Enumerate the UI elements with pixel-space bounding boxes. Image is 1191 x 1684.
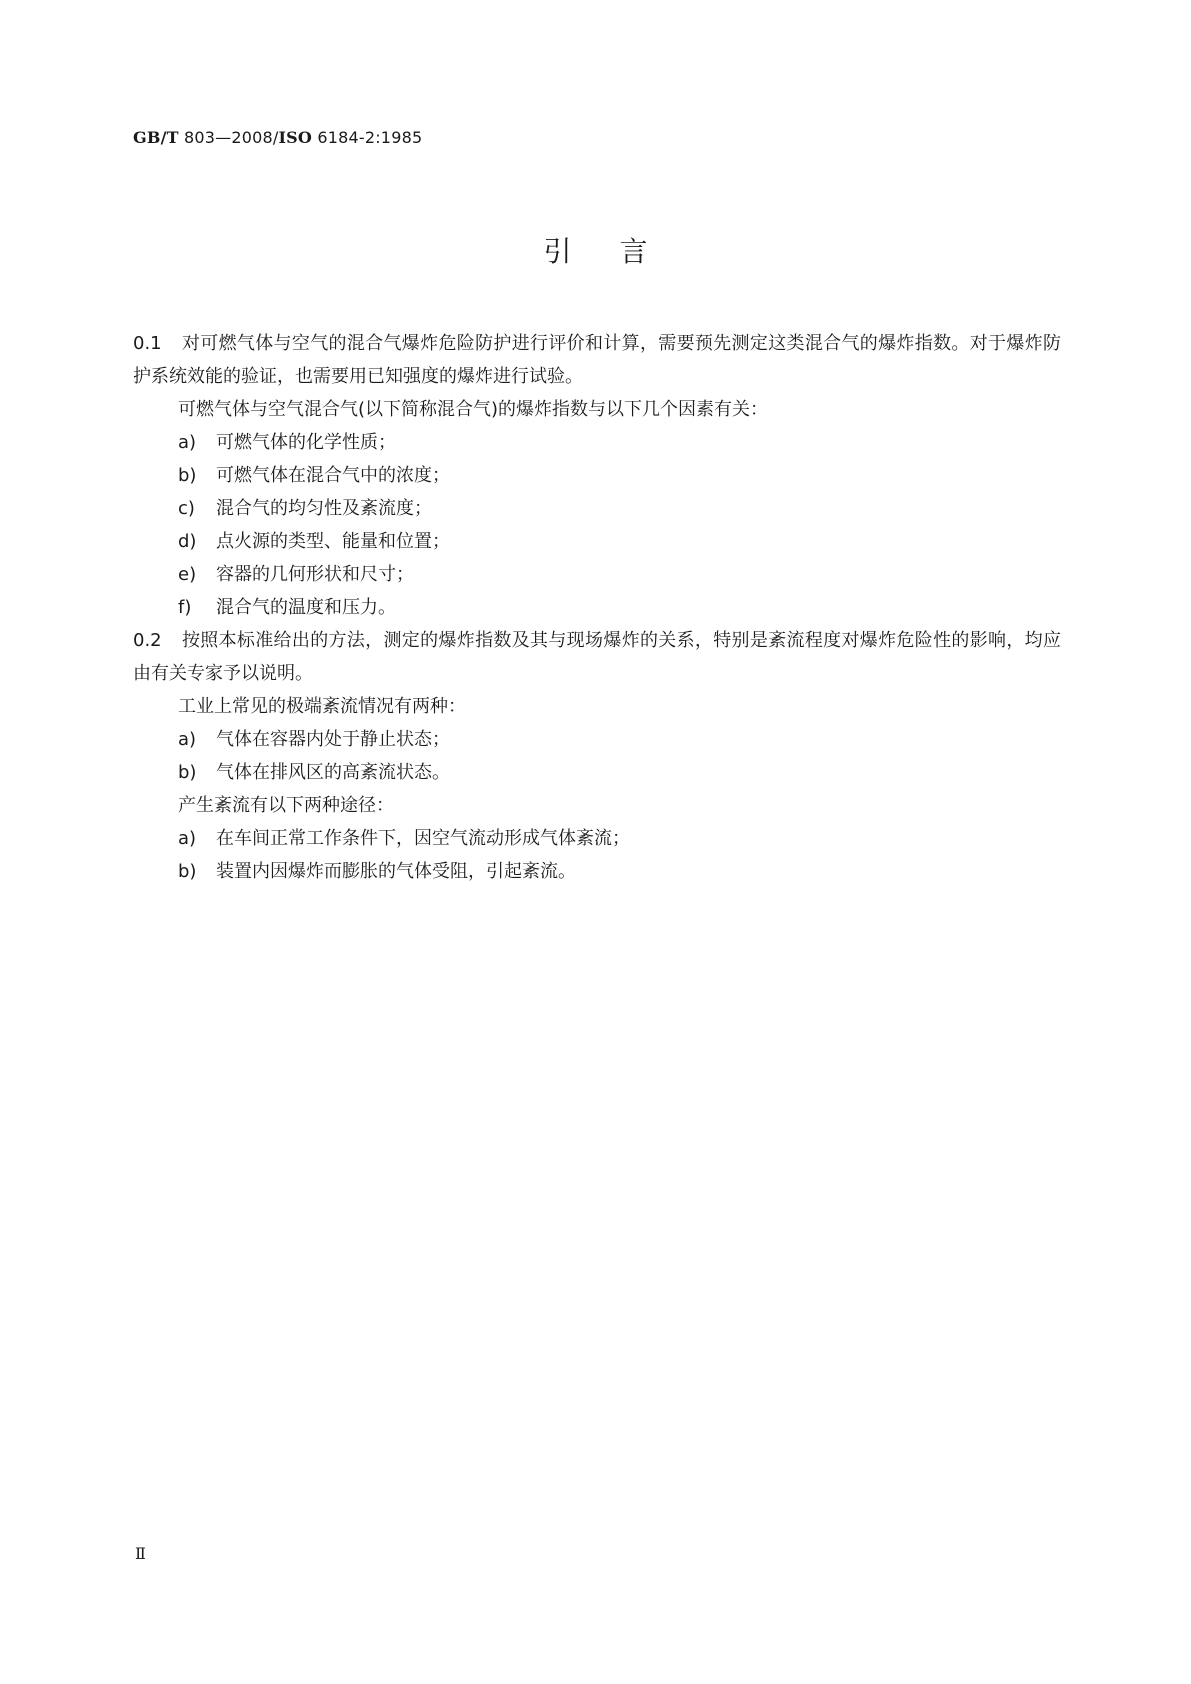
list-marker: b) [178, 762, 197, 783]
list-marker: a) [178, 432, 197, 453]
list-marker: e) [178, 564, 197, 585]
list-item-text: 气体在容器内处于静止状态； [216, 729, 450, 750]
section-number: 0.1 [133, 333, 162, 354]
list-item-text: 可燃气体的化学性质； [216, 432, 396, 453]
list-item-text: 容器的几何形状和尺寸； [216, 564, 414, 585]
list-item-text: 混合气的温度和压力。 [216, 597, 396, 618]
standard-number: 803—2008/ [178, 128, 279, 147]
list-marker: a) [178, 729, 197, 750]
list-item [133, 591, 1061, 624]
list-item [133, 723, 1061, 756]
section-number: 0.2 [133, 630, 162, 651]
document-body [133, 327, 1061, 888]
iso-prefix: ISO [278, 128, 313, 147]
list-item [133, 426, 1061, 459]
paragraph-text: 对可燃气体与空气的混合气爆炸危险防护进行评价和计算，需要预先测定这类混合气的爆炸指数。对于爆炸防护系统效能的验证，也需要用已知强度的爆炸进行试验。 [133, 333, 1061, 387]
section-0-2-paragraph-1 [133, 624, 1061, 690]
paragraph-text: 按照本标准给出的方法，测定的爆炸指数及其与现场爆炸的关系，特别是紊流程度对爆炸危险性的影响，均应由有关专家予以说明。 [133, 630, 1061, 684]
list-marker: b) [178, 861, 197, 882]
page-number: Ⅱ [135, 1544, 146, 1563]
standard-prefix: GB/T [133, 128, 179, 147]
section-0-2-paragraph-2: 工业上常见的极端紊流情况有两种： [178, 696, 466, 717]
list-marker: a) [178, 828, 197, 849]
list-item-text: 在车间正常工作条件下，因空气流动形成气体紊流； [216, 828, 630, 849]
page-title: 引言 [543, 235, 696, 268]
document-header [133, 128, 422, 147]
list-marker: d) [178, 531, 197, 552]
list-item [133, 492, 1061, 525]
list-item-text: 混合气的均匀性及紊流度； [216, 498, 432, 519]
section-0-2-paragraph-3: 产生紊流有以下两种途径： [178, 795, 394, 816]
list-item-text: 气体在排风区的高紊流状态。 [216, 762, 450, 783]
list-item [133, 459, 1061, 492]
list-item [133, 525, 1061, 558]
iso-number: 6184-2:1985 [312, 128, 423, 147]
section-0-1-paragraph-2: 可燃气体与空气混合气(以下简称混合气)的爆炸指数与以下几个因素有关： [178, 399, 769, 420]
list-item [133, 558, 1061, 591]
list-item [133, 822, 1061, 855]
list-item [133, 855, 1061, 888]
list-item [133, 756, 1061, 789]
list-item-text: 可燃气体在混合气中的浓度； [216, 465, 450, 486]
list-marker: f) [178, 597, 192, 618]
list-item-text: 点火源的类型、能量和位置； [216, 531, 450, 552]
list-marker: c) [178, 498, 195, 519]
list-item-text: 装置内因爆炸而膨胀的气体受阻，引起紊流。 [216, 861, 576, 882]
list-marker: b) [178, 465, 197, 486]
section-0-1-paragraph-1 [133, 327, 1061, 393]
